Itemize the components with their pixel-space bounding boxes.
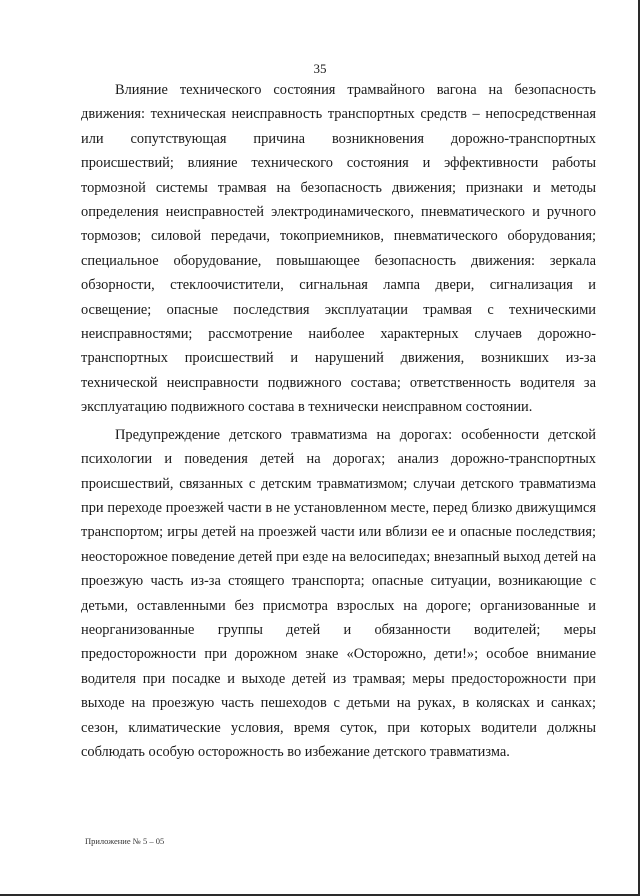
paragraph-tram-technical-condition: Влияние технического состояния трамвайного вагона на безопасность движения: техническая неисправность транспортных средств – непосредственная или сопутствующая причина возникновения дорожно-транспортных происшествий; влияние технического состояния и эффективности работы тормозной системы трамвая на безопасность движения; признаки и методы определения неисправностей электродинамического, пневматического и ручного тормозов; силовой передачи, токоприемников, пневматического оборудования; специальное оборудование, повышающее безопасность движения: зеркала обзорности, стеклоочистители, сигнальная лампа двери, сигнализация и освещение; опасные последствия эксплуатации трамвая с техническими неисправностями; рассмотрение наиболее характерных случаев дорожно-транспортных происшествий и нарушений движения, возникших из-за технической неисправности подвижного состава; ответственность водителя за эксплуатацию подвижного состава в технически неисправном состоянии. — [81, 82, 596, 416]
page-number: 35 — [313, 61, 327, 76]
document-body — [81, 78, 596, 764]
footer-note: Приложение № 5 – 05 — [85, 836, 165, 846]
paragraph-child-injury-prevention: Предупреждение детского травматизма на дорогах: особенности детской психологии и поведения детей на дорогах; анализ дорожно-транспортных происшествий, связанных с детским травматизмом; случаи детского травматизма при переходе проезжей части в не установленном месте, перед близко движущимся транспортом; игры детей на проезжей части или вблизи ее и опасные последствия; неосторожное поведение детей при езде на велосипедах; внезапный выход детей на проезжую часть из-за стоящего транспорта; опасные ситуации, возникающие с детьми, оставленными без присмотра взрослых на дороге; организованные и неорганизованные группы детей и обязанности водителей; меры предосторожности при дорожном знаке «Осторожно, дети!»; особое внимание водителя при посадке и выходе детей из трамвая; меры предосторожности при выходе на проезжую часть пешеходов с детьми на руках, в колясках и санках; сезон, климатические условия, время суток, при которых водители должны соблюдать особую осторожность во избежание детского травматизма. — [81, 426, 596, 760]
